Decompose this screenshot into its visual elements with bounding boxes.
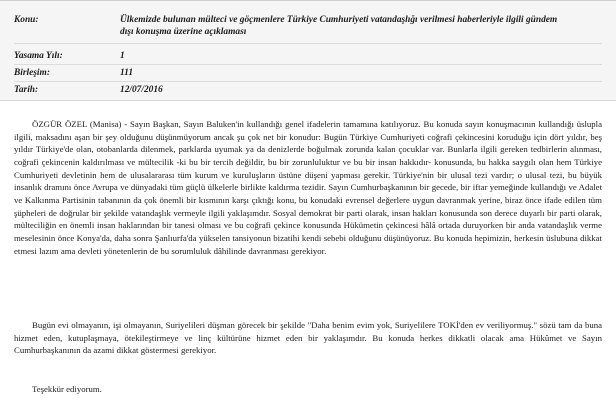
- header-divider: [14, 64, 602, 65]
- speech-paragraph-2: Bugün evi olmayanın, işi olmayanın, Suriyelileri düşman görecek bir şekilde "Daha benim evim yok, Suriyelilere TOKİ'den ev veriliyormuş." sözü tam da buna hizmet eden, kutuplaşmaya, ötekileştirmeye ve linç kültürüne hizmet eden bir yaklaşımdır. Bu konuda herkes dikkatli olacak ama Hükûmet ve Sayın Cumhurbaşkanının da azami dikkat göstermesi gerekiyor.: [14, 320, 602, 356]
- konu-value: Ülkemizde bulunan mülteci ve göçmenlere Türkiye Cumhuriyeti vatandaşlığı verilmesi haberleriyle ilgili gündem dışı konuşma üzerine açıklaması: [120, 15, 558, 37]
- tarih-value: 12/07/2016: [120, 85, 163, 95]
- header-divider: [14, 81, 602, 82]
- konu-label: Konu:: [14, 15, 39, 25]
- birlesim-label: Birleşim:: [14, 68, 50, 78]
- yasama-yili-label: Yasama Yılı:: [14, 51, 63, 61]
- closing-line: Teşekkür ediyorum.: [32, 384, 102, 394]
- yasama-yili-value: 1: [120, 51, 125, 61]
- header-divider: [14, 43, 602, 44]
- tarih-label: Tarih:: [14, 85, 39, 95]
- birlesim-value: 111: [120, 68, 134, 78]
- speech-paragraph-1: ÖZGÜR ÖZEL (Manisa) - Sayın Başkan, Sayın Baluken'in kullandığı genel ifadelerin tamamına katılıyoruz. Bu konuda sayın konuşmacının kullandığı üslupla ilgili, maksadını aşan bir şey olduğunu düşünmüyorum ancak şu çok net bir konudur: Bugün Türkiye Cumhuriyeti coğrafi çekincesini koruduğu için dört yıldır, beş yıldır Türkiye'de olan, otobanlarda dilenmek, parklarda uyumak ya da denizlerde boğulmak zorunda kalan çocuklar var. Bunlarla ilgili gereken tedbirlerin alınması, coğrafi çekincenin kaldırılması ve mültecilik -ki bu bir tercih değildir, bu bir zorunluluktur ve bu bir insan hakkıdır- konusunda, bu hakka saygılı olan hem Türkiye Cumhuriyeti devletinin hem de ulusalararası tüm kurum ve kuruluşların üstüne düşeni yapması gerekir. Türkiye'nin bir ulusal tezi vardır; o ulusal tezi, bu büyük insanlık dramını önce Avrupa ve dünyadaki tüm güçlü ülkelerle birlikte kaldırma tezidir. Sayın Cumhurbaşkanının bir gecede, bir iftar yemeğinde kullandığı ve Adalet ve Kalkınma Partisinin tabanının da çok önemli bir kısmının karşı çıktığı konu, bu konudaki evrensel değerlere uygun davranmak yerine, biraz önce ifade edilen tüm şüpheleri de doğrular bir şekilde vatandaşlık vermeyle ilgili yaklaşımdır. Sosyal demokrat bir parti olarak, insan hakları konusunda son derece duyarlı bir parti olarak, mülteciliğin en önemli insan haklarından bir tanesi olması ve bu coğrafi çekince konusunda Hükümetin çekincesi hâlâ ortada duruyorken bir anda vatandaşlık verme meselesinin önce Konya'da, daha sonra Şanlıurfa'da yükselen tansiyonun bizatihi kendi sebebi olduğunu düşünüyoruz. Bu konuda hepimizin, herkesin üslubuna dikkat etmesi lazım ama devleti yönetenlerin de bu sorumluluk dâhilinde davranması gerekiyor.: [14, 119, 602, 256]
- metadata-header: [0, 0, 616, 101]
